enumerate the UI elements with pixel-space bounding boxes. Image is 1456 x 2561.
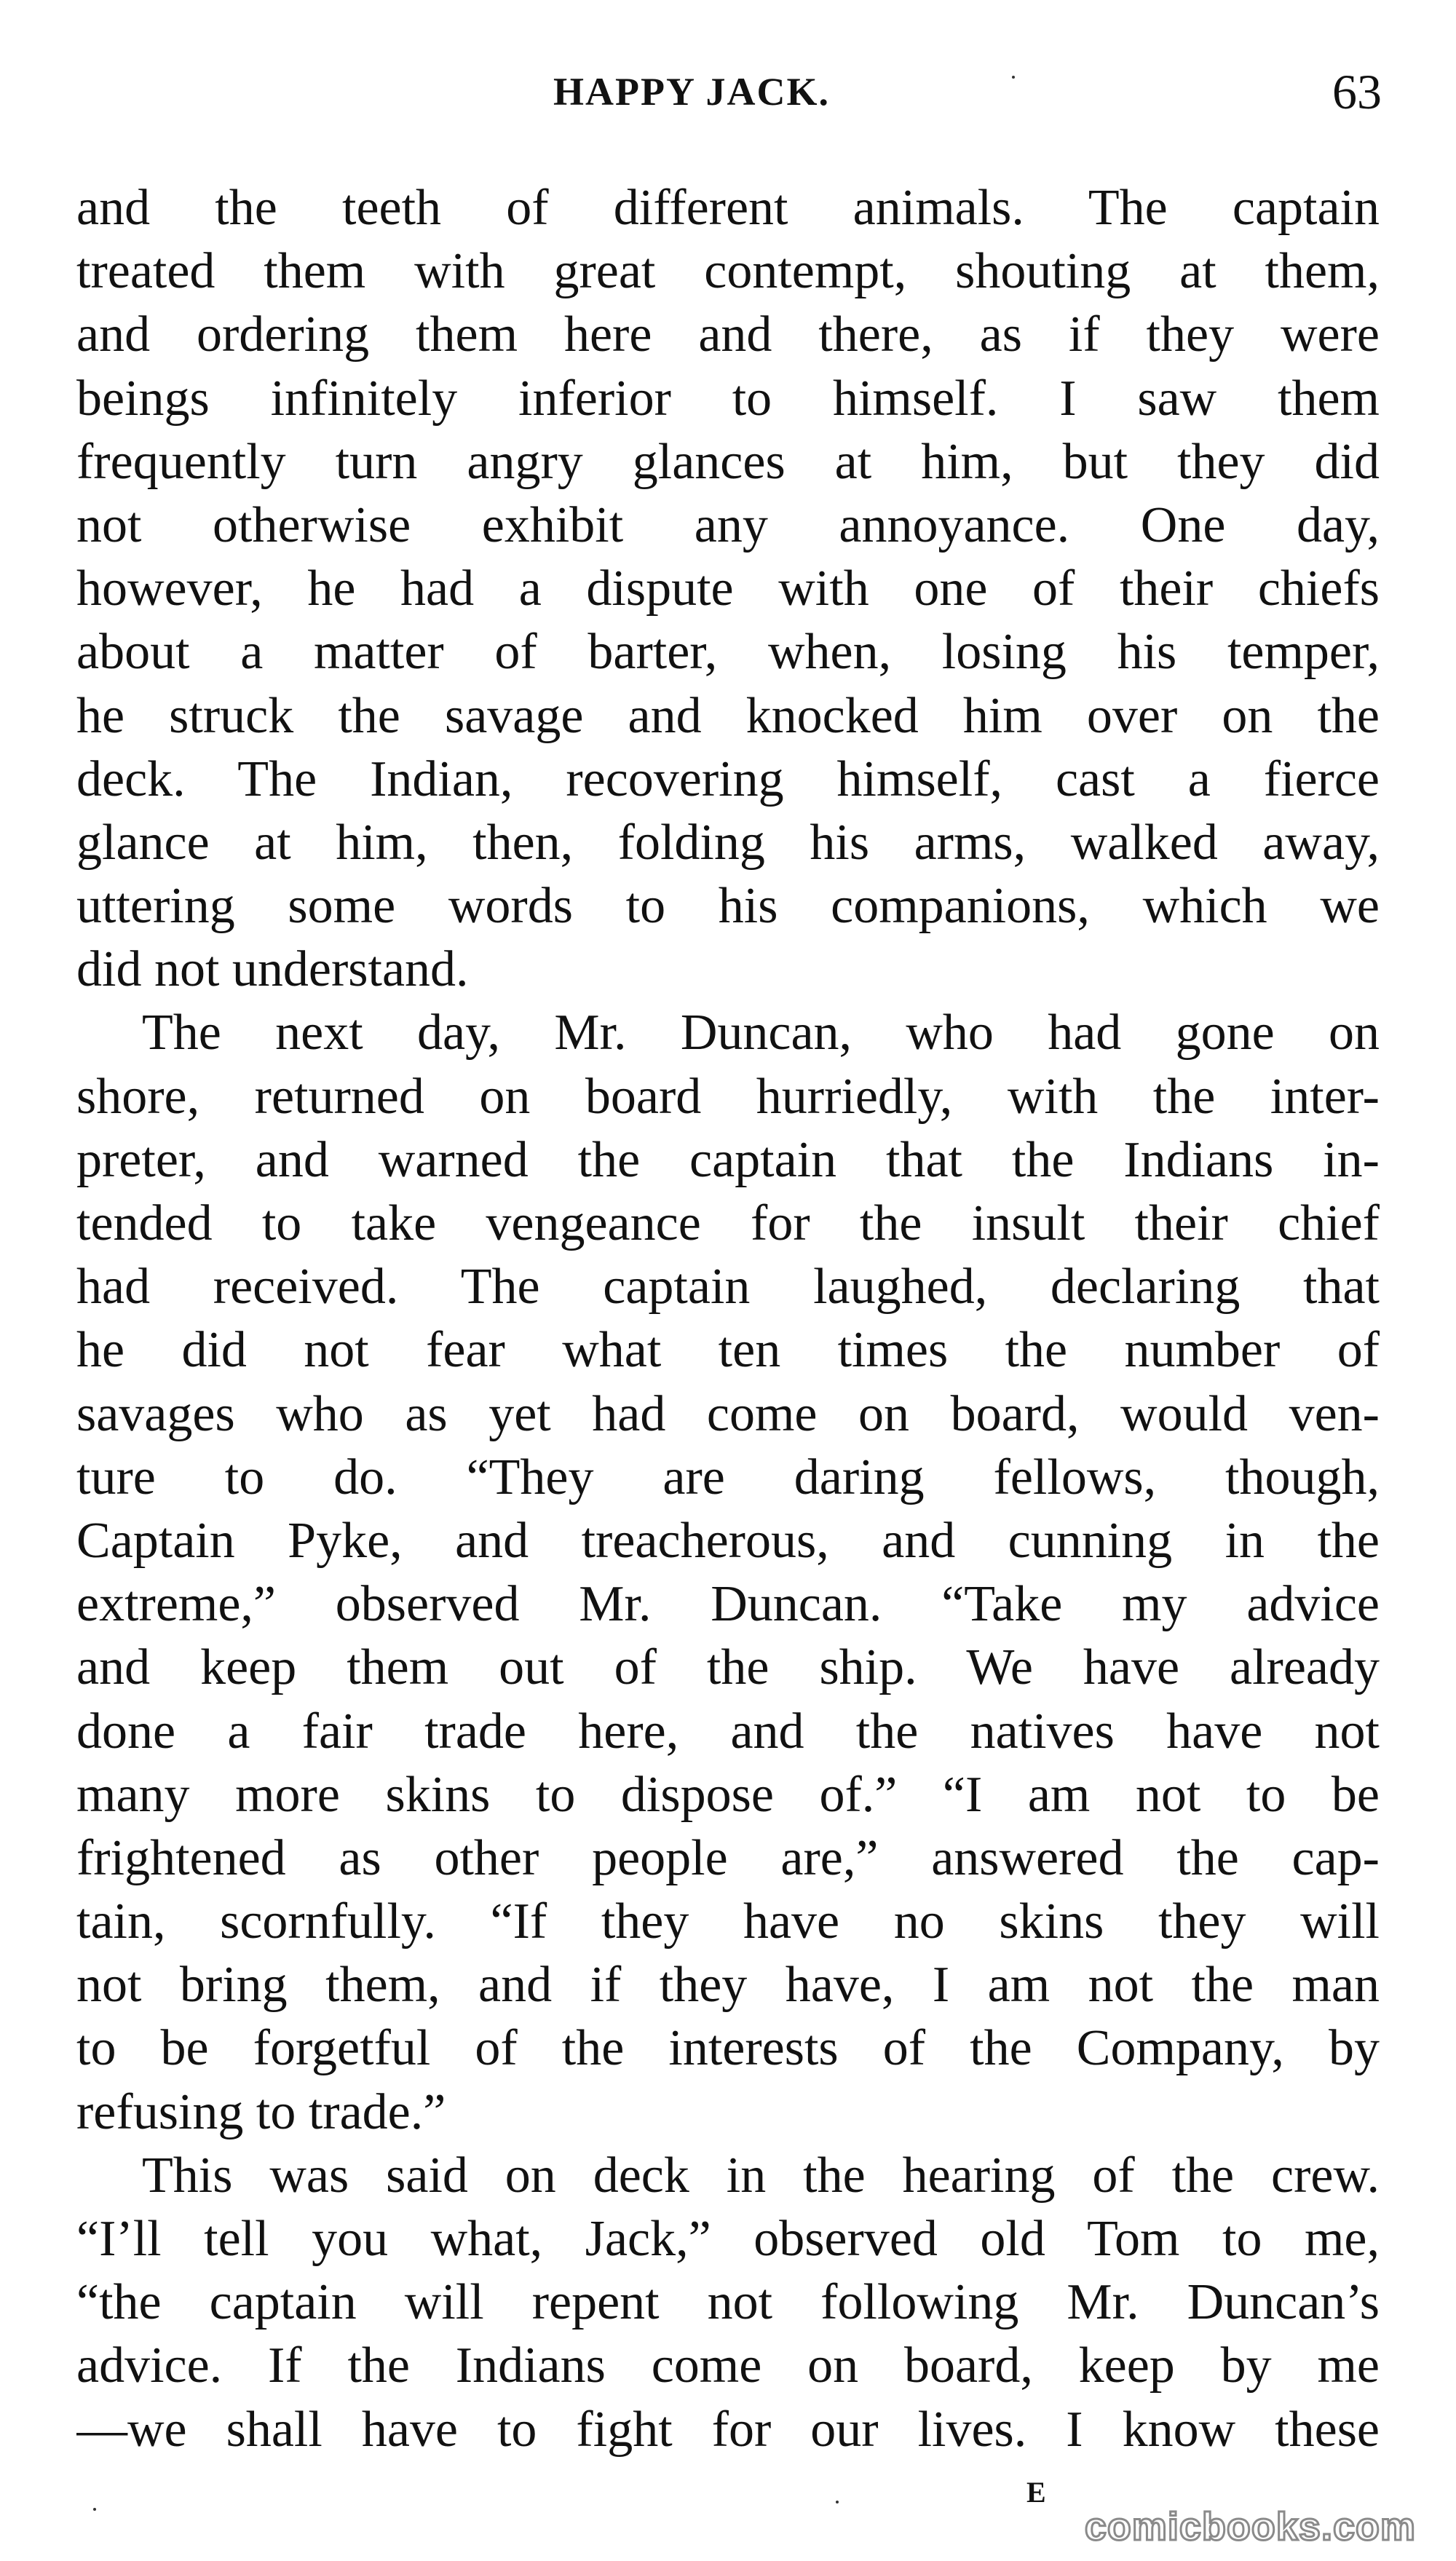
text-line: he struck the savage and knocked him over on the	[76, 687, 1380, 744]
text-line: however, he had a dispute with one of their chiefs	[76, 561, 1380, 617]
text-line: beings infinitely inferior to himself. I saw them	[76, 370, 1380, 427]
text-line: savages who as yet had come on board, would ven-	[76, 1385, 1380, 1442]
text-line: tended to take vengeance for the insult their chief	[76, 1195, 1380, 1251]
text-line: —we shall have to fight for our lives. I know these	[76, 2401, 1380, 2458]
text-line: and ordering them here and there, as if they were	[76, 306, 1380, 363]
text-line: refusing to trade.”	[76, 2083, 446, 2140]
text-line: not otherwise exhibit any annoyance. One day,	[76, 496, 1380, 553]
text-line: deck. The Indian, recovering himself, cast a fierce	[76, 751, 1380, 807]
text-line: to be forgetful of the interests of the Company, by	[76, 2020, 1380, 2077]
text-line: and the teeth of different animals. The captain	[76, 180, 1380, 236]
text-line: and keep them out of the ship. We have already	[76, 1639, 1380, 1696]
text-line: ture to do. “They are daring fellows, though,	[76, 1449, 1380, 1505]
text-line: did not understand.	[76, 941, 469, 998]
text-line: tain, scornfully. “If they have no skins they will	[76, 1893, 1380, 1950]
text-line: he did not fear what ten times the number of	[76, 1322, 1380, 1379]
text-line: This was said on deck in the hearing of the crew.	[142, 2147, 1380, 2204]
text-line: The next day, Mr. Duncan, who had gone on	[142, 1005, 1380, 1061]
text-line: “the captain will repent not following Mr. Duncan’s	[76, 2274, 1380, 2331]
watermark: comicbooks.com	[1084, 2505, 1416, 2549]
text-line: not bring them, and if they have, I am not the man	[76, 1957, 1380, 2014]
print-speck	[1012, 76, 1015, 79]
text-line: frequently turn angry glances at him, but they did	[76, 433, 1380, 490]
text-line: many more skins to dispose of.” “I am not to be	[76, 1766, 1380, 1823]
signature-mark: E	[1026, 2476, 1046, 2509]
text-line: “I’ll tell you what, Jack,” observed old Tom to me,	[76, 2211, 1380, 2267]
page-number: 63	[1332, 64, 1382, 119]
text-line: shore, returned on board hurriedly, with the inter-	[76, 1068, 1380, 1125]
running-title: HAPPY JACK.	[553, 70, 830, 114]
body-text	[76, 176, 1380, 2461]
text-line: Captain Pyke, and treacherous, and cunning in the	[76, 1512, 1380, 1569]
text-line: had received. The captain laughed, declaring that	[76, 1259, 1380, 1315]
running-head	[0, 64, 1456, 135]
text-line: extreme,” observed Mr. Duncan. “Take my advice	[76, 1576, 1380, 1633]
text-line: glance at him, then, folding his arms, walked away,	[76, 814, 1380, 871]
text-line: uttering some words to his companions, which we	[76, 878, 1380, 935]
print-speck	[93, 2508, 96, 2511]
print-speck	[836, 2501, 839, 2503]
text-line: preter, and warned the captain that the Indians in-	[76, 1131, 1380, 1188]
text-line: treated them with great contempt, shouting at them,	[76, 243, 1380, 300]
text-line: done a fair trade here, and the natives have not	[76, 1703, 1380, 1760]
text-line: advice. If the Indians come on board, keep by me	[76, 2338, 1380, 2394]
text-line: about a matter of barter, when, losing his temper,	[76, 624, 1380, 681]
text-line: frightened as other people are,” answered the cap-	[76, 1829, 1380, 1886]
